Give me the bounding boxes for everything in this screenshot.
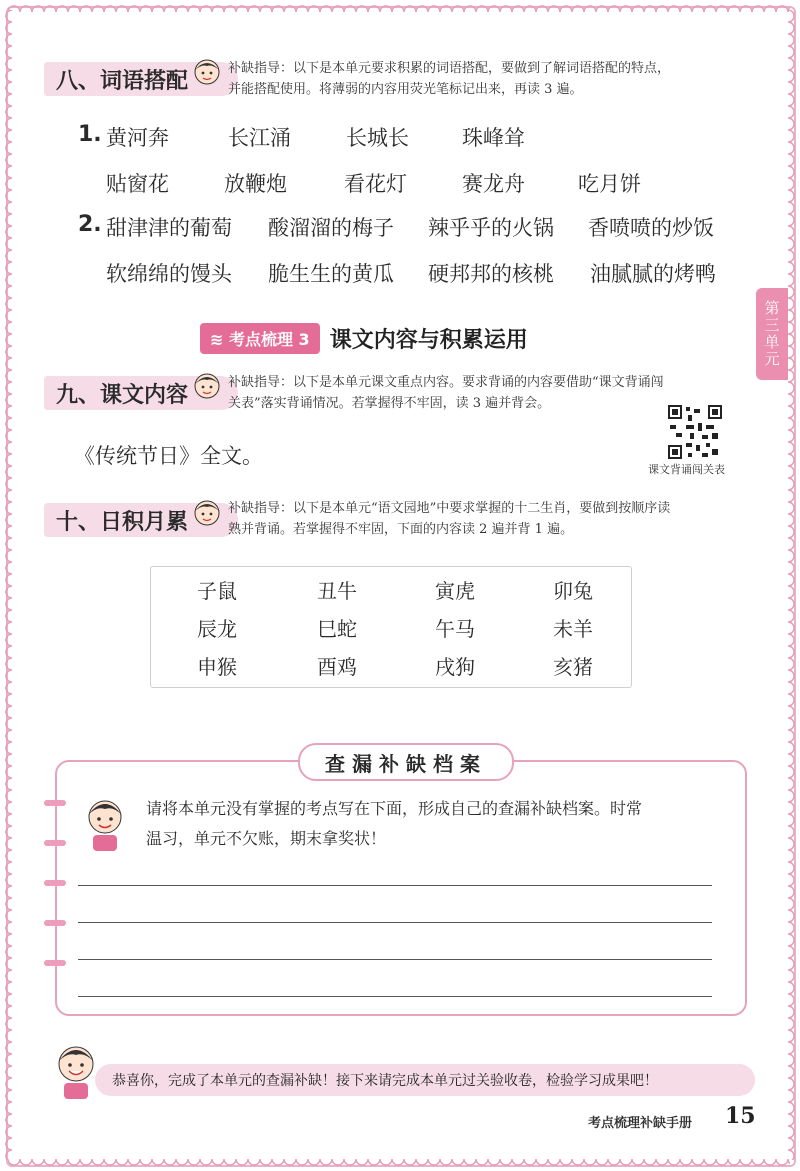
word-item: 辣乎乎的火锅: [428, 216, 554, 240]
word-item: 甜津津的葡萄: [106, 216, 232, 240]
frame-wave-left: [2, 10, 12, 1160]
guide-line: 关表”落实背诵情况。若掌握得不牢固，读 3 遍并背会。: [228, 396, 551, 411]
unit-side-tab: 第三单元: [756, 288, 788, 380]
word-item: 长城长: [346, 126, 409, 150]
frame-wave-bottom: [8, 1159, 790, 1169]
word-item: 软绵绵的馒头: [106, 262, 232, 286]
guide-line: 补缺指导：以下是本单元课文重点内容。要求背诵的内容要借助“课文背诵闯: [228, 375, 664, 390]
zodiac-item: 酉鸡: [317, 655, 357, 679]
archive-title: 查漏补缺档案: [298, 743, 514, 781]
book-title: 考点梳理补缺手册: [588, 1116, 693, 1131]
word-item: 看花灯: [344, 172, 407, 196]
zodiac-item: 子鼠: [197, 579, 237, 603]
word-item: 酸溜溜的梅子: [268, 216, 394, 240]
word-item: 贴窗花: [106, 172, 169, 196]
word-item: 脆生生的黄瓜: [268, 262, 394, 286]
word-item: 放鞭炮: [224, 172, 287, 196]
qr-code-label: 课文背诵闯关表: [648, 463, 725, 476]
student-avatar-icon: [50, 1040, 102, 1102]
zodiac-item: 戌狗: [435, 655, 475, 679]
section-8-guide: [228, 58, 670, 100]
archive-instructions: [146, 794, 642, 854]
frame-wave-right: [788, 10, 798, 1160]
section-9-title: 九、课文内容: [56, 382, 189, 408]
binder-hole: [44, 800, 66, 806]
page-number: 15: [725, 1103, 756, 1129]
footer-message: 恭喜你，完成了本单元的查漏补缺！接下来请完成本单元过关验收卷，检验学习成果吧！: [112, 1073, 658, 1089]
student-avatar-icon: [190, 56, 224, 90]
topic-banner: [200, 323, 528, 353]
zodiac-item: 午马: [435, 617, 475, 641]
word-item: 硬邦邦的核桃: [428, 262, 554, 286]
section-10-guide: [228, 498, 670, 540]
qr-code-icon[interactable]: [668, 405, 722, 459]
student-avatar-icon: [190, 497, 224, 531]
student-avatar-icon: [190, 370, 224, 404]
zodiac-item: 丑牛: [317, 579, 357, 603]
item-number: 2.: [78, 212, 102, 237]
guide-line: 补缺指导：以下是本单元“语文园地”中要求掌握的十二生肖，要做到按顺序读: [228, 501, 671, 516]
binder-hole: [44, 960, 66, 966]
word-item: 长江涌: [228, 126, 291, 150]
writing-line[interactable]: [78, 996, 712, 997]
zodiac-item: 巳蛇: [317, 617, 357, 641]
word-item: 油腻腻的烤鸭: [590, 262, 716, 286]
word-item: 吃月饼: [578, 172, 641, 196]
word-row-3: [78, 212, 714, 240]
zodiac-item: 卯兔: [553, 579, 593, 603]
word-item: 香喷喷的炒饭: [588, 216, 714, 240]
zodiac-item: 亥猪: [553, 655, 593, 679]
binder-hole: [44, 920, 66, 926]
zodiac-item: 未羊: [553, 617, 593, 641]
section-9-guide: [228, 372, 664, 414]
word-item: 赛龙舟: [462, 172, 525, 196]
word-row-1: [78, 122, 525, 150]
section-10-title: 十、日积月累: [56, 509, 189, 535]
writing-line[interactable]: [78, 885, 712, 886]
frame-wave-top: [8, 2, 790, 12]
zodiac-item: 申猴: [197, 655, 237, 679]
section-9-content: 《传统节日》全文。: [74, 444, 263, 468]
guide-line: 补缺指导：以下是本单元要求积累的词语搭配，要做到了解词语搭配的特点，: [228, 61, 671, 76]
writing-line[interactable]: [78, 959, 712, 960]
topic-title: 课文内容与积累运用: [329, 327, 528, 353]
binder-hole: [44, 840, 66, 846]
zodiac-item: 寅虎: [435, 579, 475, 603]
word-item: 黄河奔: [106, 126, 169, 150]
writing-line[interactable]: [78, 922, 712, 923]
item-number: 1.: [78, 122, 102, 147]
guide-line: 并能搭配使用。将薄弱的内容用荧光笔标记出来，再读 3 遍。: [228, 82, 583, 97]
student-avatar-icon: [80, 795, 130, 853]
binder-hole: [44, 880, 66, 886]
zodiac-table: [150, 566, 632, 688]
archive-line: 温习，单元不欠账，期末拿奖状！: [146, 829, 387, 848]
archive-line: 请将本单元没有掌握的考点写在下面，形成自己的查漏补缺档案。时常: [146, 799, 643, 818]
section-8-title: 八、词语搭配: [56, 68, 189, 94]
topic-badge: ≋ 考点梳理 3: [200, 323, 320, 354]
guide-line: 熟并背诵。若掌握得不牢固，下面的内容读 2 遍并背 1 遍。: [228, 522, 574, 537]
word-item: 珠峰耸: [462, 126, 525, 150]
zodiac-item: 辰龙: [197, 617, 237, 641]
